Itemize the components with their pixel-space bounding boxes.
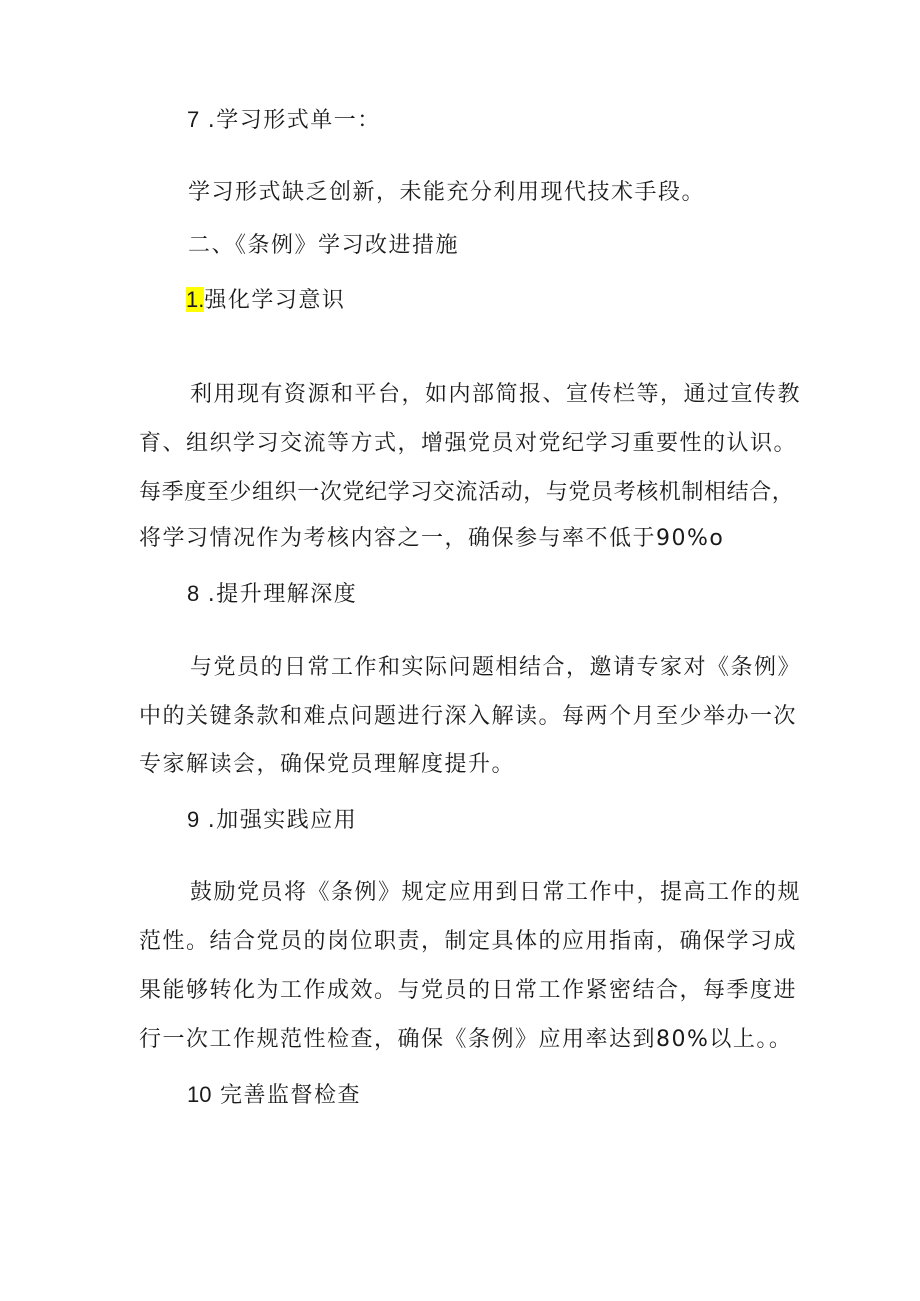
section-number: 7 [187, 107, 200, 132]
item-8-heading [187, 579, 357, 610]
section-number: 9 [187, 807, 200, 832]
section-7-heading [187, 105, 381, 136]
paragraph-line: 专家解读会，确保党员理解度提升。 [139, 752, 516, 777]
item-title: .加强实践应用 [207, 808, 358, 833]
item-title: 完善监督检查 [219, 1083, 361, 1108]
item-9-heading [187, 805, 357, 836]
paragraph-line: 将学习情况作为考核内容之一，确保参与率不低于90%o [139, 526, 725, 551]
item-1-heading [186, 285, 345, 316]
item-title: .提升理解深度 [207, 582, 358, 607]
highlighted-number: 1. [186, 287, 205, 312]
part-title: 二、《条例》学习改进措施 [188, 233, 460, 258]
paragraph-line: 每季度至少组织一次党纪学习交流活动，与党员考核机制相结合， [139, 480, 795, 505]
paragraph-line: 利用现有资源和平台，如内部简报、宣传栏等，通过宣传教 [190, 382, 802, 407]
section-title: .学习形式单一： [207, 108, 381, 133]
section-number: 10 [187, 1082, 212, 1107]
item-10-heading [187, 1080, 361, 1111]
paragraph-line: 鼓励党员将《条例》规定应用到日常工作中，提高工作的规 [190, 880, 802, 905]
paragraph-line: 与党员的日常工作和实际问题相结合，邀请专家对《条例》 [190, 655, 802, 680]
item-title: 强化学习意识 [204, 288, 346, 313]
section-7-body: 学习形式缺乏创新，未能充分利用现代技术手段。 [188, 180, 706, 205]
paragraph-line: 育、组织学习交流等方式，增强党员对党纪学习重要性的认识。 [139, 431, 798, 456]
paragraph-line: 中的关键条款和难点问题进行深入解读。每两个月至少举办一次 [139, 704, 798, 729]
paragraph-line: 果能够转化为工作成效。与党员的日常工作紧密结合，每季度进 [139, 978, 798, 1003]
section-number: 8 [187, 581, 200, 606]
paragraph-line: 行一次工作规范性检查，确保《条例》应用率达到80%以上。。 [139, 1027, 793, 1052]
paragraph-line: 范性。结合党员的岗位职责，制定具体的应用指南，确保学习成 [139, 929, 798, 954]
